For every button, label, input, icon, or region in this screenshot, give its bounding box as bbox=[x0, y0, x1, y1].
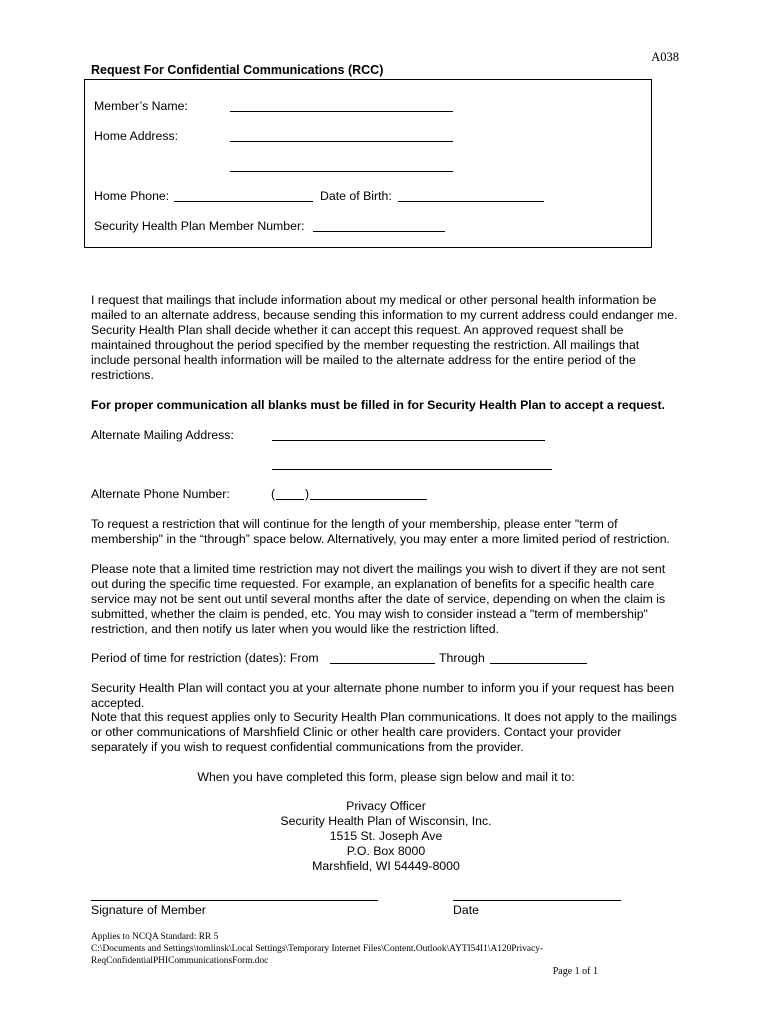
signature-label: Signature of Member bbox=[91, 903, 206, 917]
date-field[interactable] bbox=[453, 900, 621, 901]
page-title: Request For Confidential Communications (RCC) bbox=[91, 63, 384, 77]
member-name-label: Member’s Name: bbox=[94, 99, 188, 113]
address-line-4: P.O. Box 8000 bbox=[346, 844, 426, 858]
address-line-2: Security Health Plan of Wisconsin, Inc. bbox=[280, 814, 492, 828]
footer-path-2: ReqConfidentialPHICommunicationsForm.doc bbox=[91, 956, 269, 966]
area-code-field[interactable] bbox=[276, 499, 304, 500]
contact-paragraph-1: Security Health Plan will contact you at your alternate phone number to inform you if your request has been accepted. bbox=[91, 681, 675, 710]
request-paragraph: I request that mailings that include information about my medical or other personal health information be mailed to an alternate address, because sending this information to my current address could endanger me. Security Health Plan shall decide whether it can accept this request. An approved request shall be maintained throughout the period specified by the member requesting the restriction. All mailings that include personal health information will be mailed to the alternate address for the entire period of the restrictions. bbox=[91, 293, 678, 382]
home-address-field-2[interactable] bbox=[230, 171, 453, 172]
period-label: Period of time for restriction (dates): From bbox=[91, 651, 319, 665]
member-number-field[interactable] bbox=[313, 231, 445, 232]
mail-instruction: When you have completed this form, please sign below and mail it to: bbox=[197, 770, 575, 784]
blanks-notice: For proper communication all blanks must be filled in for Security Health Plan to accept a request. bbox=[91, 398, 665, 412]
address-line-5: Marshfield, WI 54449-8000 bbox=[312, 859, 460, 873]
date-of-birth-label: Date of Birth: bbox=[320, 189, 392, 203]
address-line-1: Privacy Officer bbox=[346, 799, 426, 813]
alternate-mailing-field-1[interactable] bbox=[272, 440, 545, 441]
alternate-phone-label: Alternate Phone Number: bbox=[91, 487, 230, 501]
contact-paragraph-2: Note that this request applies only to Security Health Plan communications. It does not apply to the mailings or other communications of Marshfield Clinic or other health care providers. Contact your provider separately if you wish to request confidential communications from the provider. bbox=[91, 710, 677, 754]
phone-paren-open: ( bbox=[271, 487, 276, 501]
alternate-mailing-field-2[interactable] bbox=[272, 469, 552, 470]
page-number: Page 1 of 1 bbox=[552, 966, 598, 977]
period-through-label: Through bbox=[439, 651, 485, 665]
date-of-birth-field[interactable] bbox=[398, 201, 544, 202]
address-line-3: 1515 St. Joseph Ave bbox=[329, 829, 443, 843]
signature-field[interactable] bbox=[91, 900, 378, 901]
period-from-field[interactable] bbox=[330, 663, 435, 664]
member-name-field[interactable] bbox=[230, 111, 453, 112]
home-address-field-1[interactable] bbox=[230, 141, 453, 142]
home-phone-label: Home Phone: bbox=[94, 189, 170, 203]
restriction-paragraph-1: To request a restriction that will continue for the length of your membership, please enter "term of membership" in the “through” space below. Alternatively, you may enter a more limited period of restriction. bbox=[91, 517, 670, 546]
home-address-label: Home Address: bbox=[94, 129, 179, 143]
footer-standard: Applies to NCQA Standard: RR 5 bbox=[91, 932, 219, 942]
form-code: A038 bbox=[651, 50, 679, 64]
alternate-mailing-label: Alternate Mailing Address: bbox=[91, 428, 234, 442]
footer-path-1: C:\Documents and Settings\tomlinsk\Local Settings\Temporary Internet Files\Content.Outlook\AYTI54I1\A120Privacy- bbox=[91, 944, 544, 954]
restriction-paragraph-2: Please note that a limited time restriction may not divert the mailings you wish to divert if they are not sent out during the specific time requested. For example, an explanation of benefits for a specific health care service may not be sent out until several months after the date of service, depending on when the claim is submitted, whether the claim is pended, etc. You may wish to consider instead a "term of membership" restriction, and then notify us later when you would like the restriction lifted. bbox=[91, 562, 666, 636]
phone-paren-close: ) bbox=[305, 487, 310, 501]
home-phone-field[interactable] bbox=[174, 201, 313, 202]
date-label: Date bbox=[453, 903, 479, 917]
period-through-field[interactable] bbox=[490, 663, 587, 664]
alternate-phone-field[interactable] bbox=[310, 499, 427, 500]
member-number-label: Security Health Plan Member Number: bbox=[94, 219, 305, 233]
